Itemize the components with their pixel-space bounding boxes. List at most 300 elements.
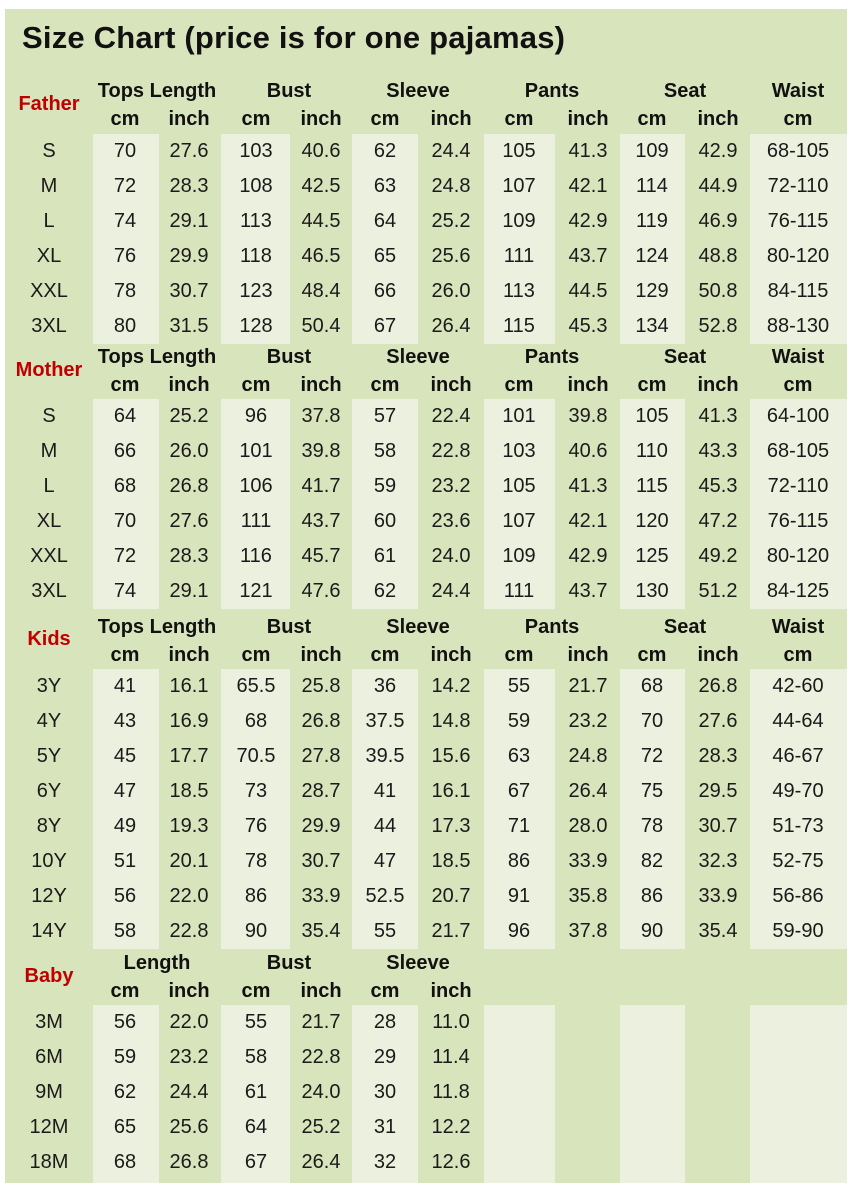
table-cell: 49 [113,814,137,837]
table-cell: 27.6 [169,509,209,532]
section-label-father: Father [18,93,80,115]
table-cell: 24.0 [301,1080,341,1103]
table-cell: 31.5 [169,314,209,337]
table-cell: 68 [244,709,268,732]
table-cell: 30.7 [169,279,209,302]
column-stripe [221,399,290,609]
table-cell: 33.9 [568,849,608,872]
table-cell: 33.9 [698,884,738,907]
table-cell: 26.8 [698,674,738,697]
table-cell: 47.2 [698,509,738,532]
table-cell: 18.5 [169,779,209,802]
table-cell: 39.5 [365,744,405,767]
table-cell: 67 [373,314,397,337]
column-header: Waist [771,346,825,368]
table-cell: 14.8 [431,709,471,732]
table-cell: 109 [635,139,669,162]
table-cell: 78 [244,849,268,872]
table-cell: 24.4 [431,579,471,602]
column-header: Sleeve [386,346,450,368]
column-header: Bust [266,80,312,102]
column-header: Seat [663,346,707,368]
unit-header: cm [637,644,667,666]
unit-header: inch [300,644,342,666]
size-label: XL [36,244,62,267]
table-cell: 96 [507,919,531,942]
table-cell: 16.9 [169,709,209,732]
table-cell: 19.3 [169,814,209,837]
table-cell: 50.4 [301,314,341,337]
unit-header: cm [370,108,400,130]
table-cell: 29.1 [169,209,209,232]
table-cell: 25.2 [169,404,209,427]
table-cell: 41 [113,674,137,697]
column-stripe [484,399,555,609]
table-cell: 43 [113,709,137,732]
table-cell: 22.0 [169,884,209,907]
table-cell: 74 [113,579,137,602]
size-label: 5Y [36,744,62,767]
table-cell: 44 [373,814,397,837]
table-cell: 109 [502,209,536,232]
table-cell: 130 [635,579,669,602]
column-header: Waist [771,616,825,638]
table-cell: 30.7 [301,849,341,872]
table-cell: 24.4 [169,1080,209,1103]
table-cell: 40.6 [568,439,608,462]
table-cell: 35.4 [301,919,341,942]
column-stripe [620,399,685,609]
table-cell: 35.4 [698,919,738,942]
table-cell: 134 [635,314,669,337]
table-cell: 21.7 [301,1010,341,1033]
table-cell: 108 [239,174,273,197]
table-cell: 51 [113,849,137,872]
section-label-mother: Mother [15,359,83,381]
table-cell: 58 [244,1045,268,1068]
column-stripe [620,1005,685,1183]
table-cell: 90 [640,919,664,942]
table-cell: 47.6 [301,579,341,602]
table-cell: 28.3 [698,744,738,767]
table-cell: 42.5 [301,174,341,197]
table-cell: 111 [240,509,272,532]
unit-header: inch [168,980,210,1002]
table-cell: 96 [244,404,268,427]
column-stripe [620,134,685,344]
table-cell: 80-120 [766,544,830,567]
table-cell: 59 [507,709,531,732]
table-cell: 56-86 [772,884,824,907]
column-header: Waist [771,80,825,102]
table-cell: 27.6 [698,709,738,732]
table-cell: 29 [373,1045,397,1068]
unit-header: inch [430,980,472,1002]
table-cell: 111 [503,579,535,602]
table-cell: 118 [240,244,272,267]
table-cell: 16.1 [169,674,209,697]
table-cell: 43.7 [568,244,608,267]
table-cell: 41.3 [698,404,738,427]
table-cell: 61 [373,544,397,567]
unit-header: inch [168,644,210,666]
table-cell: 23.2 [568,709,608,732]
table-cell: 105 [502,139,536,162]
column-header: Sleeve [386,616,450,638]
unit-header: inch [697,108,739,130]
table-cell: 30 [373,1080,397,1103]
table-cell: 60 [373,509,397,532]
table-cell: 123 [239,279,273,302]
table-cell: 26.4 [301,1150,341,1173]
unit-header: cm [110,108,140,130]
table-cell: 26.8 [169,1150,209,1173]
table-cell: 45.3 [568,314,608,337]
table-cell: 114 [636,174,668,197]
size-label: 14Y [31,919,67,942]
table-cell: 78 [640,814,664,837]
table-cell: 66 [373,279,397,302]
table-cell: 33.9 [301,884,341,907]
unit-header: inch [168,108,210,130]
table-cell: 76-115 [767,209,829,232]
unit-header: inch [430,374,472,396]
table-cell: 82 [640,849,664,872]
table-cell: 32 [373,1150,397,1173]
table-cell: 57 [373,404,397,427]
unit-header: cm [241,980,271,1002]
table-cell: 59 [113,1045,137,1068]
table-cell: 68 [113,474,137,497]
table-cell: 52.8 [698,314,738,337]
size-label: 3XL [31,579,67,602]
column-header: Tops Length [97,80,217,102]
size-label: M [40,174,58,197]
table-cell: 52-75 [772,849,824,872]
table-cell: 45.3 [698,474,738,497]
table-cell: 47 [373,849,397,872]
column-header: Seat [663,616,707,638]
table-cell: 86 [640,884,664,907]
column-stripe [352,134,418,344]
table-cell: 76-115 [767,509,829,532]
table-cell: 15.6 [431,744,471,767]
unit-header: cm [637,108,667,130]
table-cell: 27.6 [169,139,209,162]
column-stripe [484,1005,555,1183]
table-cell: 12.6 [431,1150,471,1173]
column-header: Tops Length [97,616,217,638]
size-label: 12M [29,1115,69,1138]
column-stripe [221,134,290,344]
table-cell: 24.0 [431,544,471,567]
table-cell: 88-130 [766,314,830,337]
table-cell: 67 [244,1150,268,1173]
unit-header: inch [697,374,739,396]
table-cell: 64 [373,209,397,232]
table-cell: 46.9 [698,209,738,232]
table-cell: 62 [373,139,397,162]
table-cell: 62 [113,1080,137,1103]
table-cell: 20.7 [431,884,471,907]
table-cell: 129 [635,279,669,302]
table-cell: 107 [502,174,536,197]
table-cell: 105 [502,474,536,497]
size-label: XXL [30,544,68,567]
table-cell: 115 [503,314,535,337]
table-cell: 26.4 [568,779,608,802]
unit-header: inch [300,980,342,1002]
size-label: XL [36,509,62,532]
column-header: Pants [524,616,580,638]
table-cell: 39.8 [568,404,608,427]
table-cell: 12.2 [431,1115,471,1138]
table-cell: 41.7 [301,474,341,497]
unit-header: cm [783,374,813,396]
unit-header: inch [430,108,472,130]
table-cell: 41 [373,779,397,802]
size-label: 4Y [36,709,62,732]
table-cell: 58 [373,439,397,462]
table-cell: 28.3 [169,544,209,567]
table-cell: 26.8 [169,474,209,497]
table-cell: 68 [113,1150,137,1173]
table-cell: 56 [113,884,137,907]
column-stripe [93,134,159,344]
table-cell: 43.3 [698,439,738,462]
table-cell: 76 [244,814,268,837]
table-cell: 22.8 [169,919,209,942]
table-cell: 111 [503,244,535,267]
table-cell: 63 [373,174,397,197]
table-cell: 11.0 [432,1010,470,1033]
table-cell: 70 [113,139,137,162]
table-cell: 74 [113,209,137,232]
unit-header: cm [370,644,400,666]
unit-header: cm [504,374,534,396]
table-cell: 28.0 [568,814,608,837]
size-label: 9M [35,1080,63,1103]
table-cell: 91 [507,884,531,907]
table-cell: 70.5 [236,744,276,767]
table-cell: 31 [373,1115,397,1138]
unit-header: inch [567,644,609,666]
table-cell: 35.8 [568,884,608,907]
table-cell: 17.7 [169,744,209,767]
table-cell: 40.6 [301,139,341,162]
table-cell: 59-90 [772,919,824,942]
table-cell: 90 [244,919,268,942]
table-cell: 22.4 [431,404,471,427]
table-cell: 128 [239,314,273,337]
table-cell: 45 [113,744,137,767]
unit-header: cm [241,644,271,666]
size-label: 6M [35,1045,63,1068]
table-cell: 121 [239,579,273,602]
table-cell: 124 [635,244,669,267]
size-label: 10Y [31,849,67,872]
table-cell: 113 [503,279,535,302]
table-cell: 103 [502,439,536,462]
unit-header: cm [370,980,400,1002]
table-cell: 32.3 [698,849,738,872]
column-stripe [750,134,847,344]
table-cell: 42.1 [568,509,608,532]
table-cell: 11.4 [432,1045,470,1068]
table-cell: 55 [507,674,531,697]
column-header: Pants [524,80,580,102]
unit-header: inch [567,108,609,130]
unit-header: inch [300,108,342,130]
unit-header: inch [168,374,210,396]
table-cell: 41.3 [568,139,608,162]
column-stripe [484,134,555,344]
column-header: Length [123,952,191,974]
column-header: Sleeve [386,952,450,974]
table-cell: 44.5 [568,279,608,302]
size-label: 3Y [36,674,62,697]
table-cell: 61 [244,1080,268,1103]
table-cell: 22.8 [301,1045,341,1068]
table-cell: 36 [373,674,397,697]
table-cell: 21.7 [568,674,608,697]
unit-header: cm [110,374,140,396]
size-label: S [42,139,56,162]
table-cell: 29.1 [169,579,209,602]
unit-header: cm [504,644,534,666]
table-cell: 76 [113,244,137,267]
table-cell: 23.2 [169,1045,209,1068]
table-cell: 25.2 [431,209,471,232]
table-cell: 28.3 [169,174,209,197]
table-cell: 14.2 [431,674,471,697]
unit-header: cm [110,980,140,1002]
table-cell: 115 [636,474,668,497]
size-label: 3XL [31,314,67,337]
table-cell: 86 [244,884,268,907]
table-cell: 25.8 [301,674,341,697]
column-header: Bust [266,346,312,368]
table-cell: 46-67 [772,744,824,767]
table-cell: 26.4 [431,314,471,337]
table-cell: 48.8 [698,244,738,267]
table-cell: 37.8 [568,919,608,942]
size-label: M [40,439,58,462]
table-cell: 64 [113,404,137,427]
table-cell: 75 [640,779,664,802]
table-cell: 22.0 [169,1010,209,1033]
table-cell: 39.8 [301,439,341,462]
table-cell: 41.3 [568,474,608,497]
table-cell: 51-73 [772,814,824,837]
table-cell: 42.9 [568,209,608,232]
size-label: 6Y [36,779,62,802]
table-cell: 110 [636,439,668,462]
table-cell: 11.8 [432,1080,470,1103]
table-cell: 119 [636,209,668,232]
table-cell: 68-105 [766,439,830,462]
table-cell: 25.6 [431,244,471,267]
column-header: Sleeve [386,80,450,102]
size-label: 18M [29,1150,69,1173]
table-cell: 42-60 [772,674,824,697]
section-label-baby: Baby [24,965,74,987]
table-cell: 72-110 [767,174,829,197]
size-label: 8Y [36,814,62,837]
table-cell: 103 [239,139,273,162]
unit-header: cm [370,374,400,396]
table-cell: 30.7 [698,814,738,837]
table-cell: 80-120 [766,244,830,267]
table-cell: 46.5 [301,244,341,267]
table-cell: 78 [113,279,137,302]
table-cell: 25.2 [301,1115,341,1138]
table-cell: 21.7 [431,919,471,942]
table-cell: 73 [244,779,268,802]
table-cell: 72-110 [767,474,829,497]
size-label: 3M [35,1010,63,1033]
table-cell: 24.8 [568,744,608,767]
table-cell: 37.5 [365,709,405,732]
table-cell: 50.8 [698,279,738,302]
page-title: Size Chart (price is for one pajamas) [22,20,566,55]
size-label: S [42,404,56,427]
unit-header: cm [637,374,667,396]
table-cell: 17.3 [431,814,471,837]
table-cell: 44.9 [698,174,738,197]
table-cell: 68 [640,674,664,697]
table-cell: 18.5 [431,849,471,872]
table-cell: 24.4 [431,139,471,162]
unit-header: inch [300,374,342,396]
table-cell: 49-70 [772,779,824,802]
table-cell: 51.2 [698,579,738,602]
size-label: XXL [30,279,68,302]
unit-header: cm [110,644,140,666]
table-cell: 22.8 [431,439,471,462]
table-cell: 70 [640,709,664,732]
size-label: L [43,209,55,232]
table-cell: 55 [373,919,397,942]
column-header: Seat [663,80,707,102]
table-cell: 80 [113,314,137,337]
column-header: Bust [266,616,312,638]
table-cell: 58 [113,919,137,942]
table-cell: 42.9 [698,139,738,162]
unit-header: cm [504,108,534,130]
table-cell: 84-115 [767,279,829,302]
unit-header: inch [567,374,609,396]
table-cell: 37.8 [301,404,341,427]
size-label: L [43,474,55,497]
table-cell: 48.4 [301,279,341,302]
table-cell: 45.7 [301,544,341,567]
table-cell: 24.8 [431,174,471,197]
table-cell: 67 [507,779,531,802]
table-cell: 84-125 [766,579,830,602]
table-cell: 70 [113,509,137,532]
table-cell: 71 [507,814,531,837]
table-cell: 20.1 [169,849,209,872]
table-cell: 23.2 [431,474,471,497]
column-header: Bust [266,952,312,974]
table-cell: 106 [239,474,273,497]
table-cell: 62 [373,579,397,602]
table-cell: 116 [240,544,272,567]
table-cell: 49.2 [698,544,738,567]
table-cell: 55 [244,1010,268,1033]
column-header: Pants [524,346,580,368]
